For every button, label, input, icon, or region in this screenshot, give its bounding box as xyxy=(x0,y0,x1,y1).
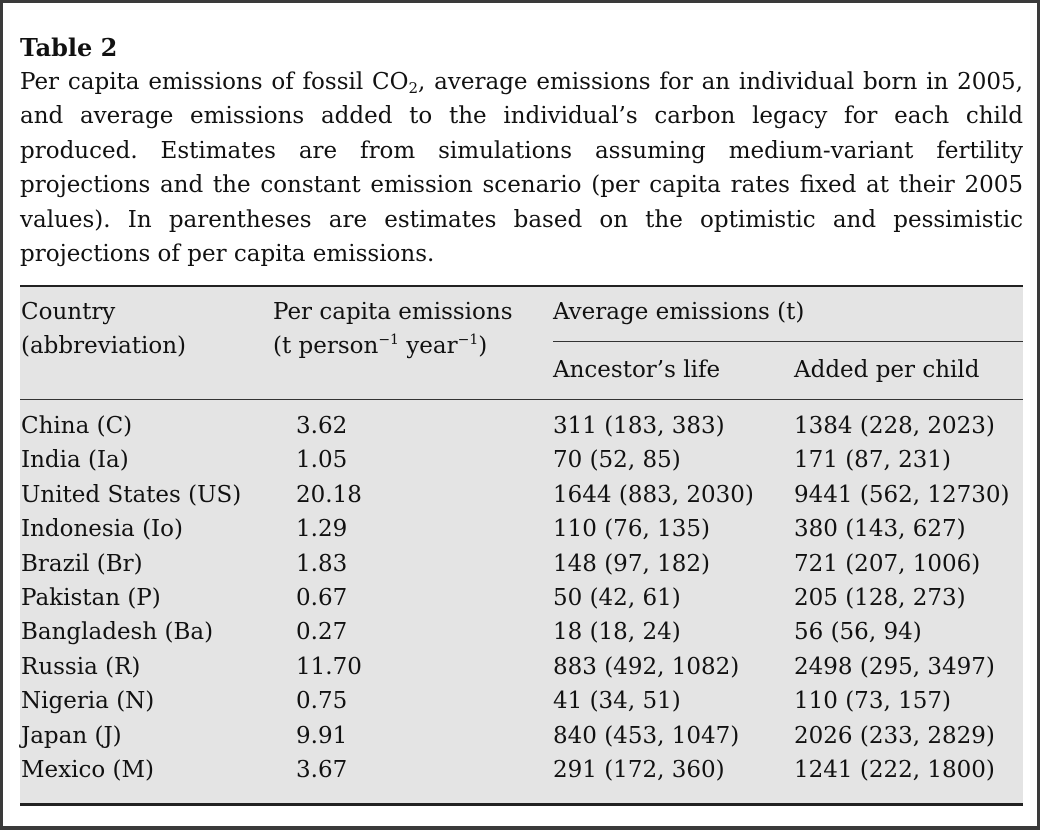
header-rule xyxy=(20,399,1023,400)
header-ancestor-life: Ancestor’s life xyxy=(553,357,721,383)
cell-per-capita: 0.75 xyxy=(296,688,348,715)
caption-text-end: , average emissions for an individual born in 2005, and average emissions added to the individual’s carbon legacy for each child produced. Estimates are from simulations assuming medium-variant fertility projections and the constant emission scenario (per capita rates fixed at their 2005 values). In parentheses are estimates based on the optimistic and pessimistic projections of per capita emissions. xyxy=(20,69,1023,268)
cell-country: Pakistan (P) xyxy=(21,585,161,611)
emissions-table xyxy=(20,285,1023,806)
cell-ancestor-life: 50 (42, 61) xyxy=(553,585,681,611)
cell-ancestor-life: 148 (97, 182) xyxy=(553,550,710,577)
header-country-abbrev: (abbreviation) xyxy=(21,333,187,359)
cell-ancestor-life: 110 (76, 135) xyxy=(553,516,710,543)
unit-exponent: −1 xyxy=(457,332,479,348)
header-average-emissions: Average emissions (t) xyxy=(553,299,805,325)
cell-added-per-child: 721 (207, 1006) xyxy=(794,550,981,577)
cell-country: Mexico (M) xyxy=(21,757,155,783)
cell-country: Japan (J) xyxy=(21,722,122,749)
cell-ancestor-life: 41 (34, 51) xyxy=(553,688,681,715)
table-label: Table 2 xyxy=(20,33,118,62)
cell-added-per-child: 2498 (295, 3497) xyxy=(794,653,995,680)
cell-added-per-child: 56 (56, 94) xyxy=(794,619,922,646)
cell-added-per-child: 380 (143, 627) xyxy=(794,516,966,543)
cell-per-capita: 11.70 xyxy=(296,653,362,680)
cell-added-per-child: 1241 (222, 1800) xyxy=(794,757,995,783)
table-caption xyxy=(20,65,1023,271)
cell-per-capita: 1.83 xyxy=(296,550,348,577)
cell-ancestor-life: 291 (172, 360) xyxy=(553,757,725,783)
cell-per-capita: 0.27 xyxy=(296,619,348,646)
cell-per-capita: 3.62 xyxy=(296,413,348,439)
cell-country: India (Ia) xyxy=(21,447,129,474)
cell-added-per-child: 205 (128, 273) xyxy=(794,585,966,611)
cell-ancestor-life: 18 (18, 24) xyxy=(553,619,681,646)
cell-per-capita: 1.29 xyxy=(296,516,348,543)
cell-added-per-child: 171 (87, 231) xyxy=(794,447,951,474)
cell-per-capita: 1.05 xyxy=(296,447,348,474)
cell-country: Indonesia (Io) xyxy=(21,516,183,543)
header-country: Country xyxy=(21,299,116,325)
cell-ancestor-life: 883 (492, 1082) xyxy=(553,653,740,680)
cell-per-capita: 3.67 xyxy=(296,757,348,783)
cell-country: Russia (R) xyxy=(21,653,141,680)
cell-added-per-child: 2026 (233, 2829) xyxy=(794,722,995,749)
unit-exponent: −1 xyxy=(378,332,399,348)
cell-per-capita: 0.67 xyxy=(296,585,348,611)
cell-country: United States (US) xyxy=(21,481,242,508)
unit-text: year xyxy=(398,333,458,359)
cell-country: Nigeria (N) xyxy=(21,688,155,715)
cell-per-capita: 20.18 xyxy=(296,481,362,508)
header-per-capita-unit xyxy=(273,329,487,363)
unit-text: ) xyxy=(478,333,488,359)
cell-added-per-child: 110 (73, 157) xyxy=(794,688,951,715)
cell-country: China (C) xyxy=(21,413,133,439)
caption-subscript: 2 xyxy=(408,79,419,97)
table-figure xyxy=(20,31,1023,783)
cell-ancestor-life: 70 (52, 85) xyxy=(553,447,681,474)
cell-per-capita: 9.91 xyxy=(296,722,348,749)
cell-ancestor-life: 1644 (883, 2030) xyxy=(553,481,754,508)
header-per-capita: Per capita emissions xyxy=(273,299,513,325)
cell-country: Brazil (Br) xyxy=(21,550,143,577)
cell-country: Bangladesh (Ba) xyxy=(21,619,214,646)
cell-ancestor-life: 311 (183, 383) xyxy=(553,413,725,439)
cell-ancestor-life: 840 (453, 1047) xyxy=(553,722,740,749)
header-added-per-child: Added per child xyxy=(794,357,980,383)
cell-added-per-child: 1384 (228, 2023) xyxy=(794,413,995,439)
unit-text: (t person xyxy=(273,333,379,359)
header-subrule xyxy=(553,341,1023,342)
caption-text-start: Per capita emissions of fossil CO xyxy=(20,69,409,95)
cell-added-per-child: 9441 (562, 12730) xyxy=(794,481,1010,508)
